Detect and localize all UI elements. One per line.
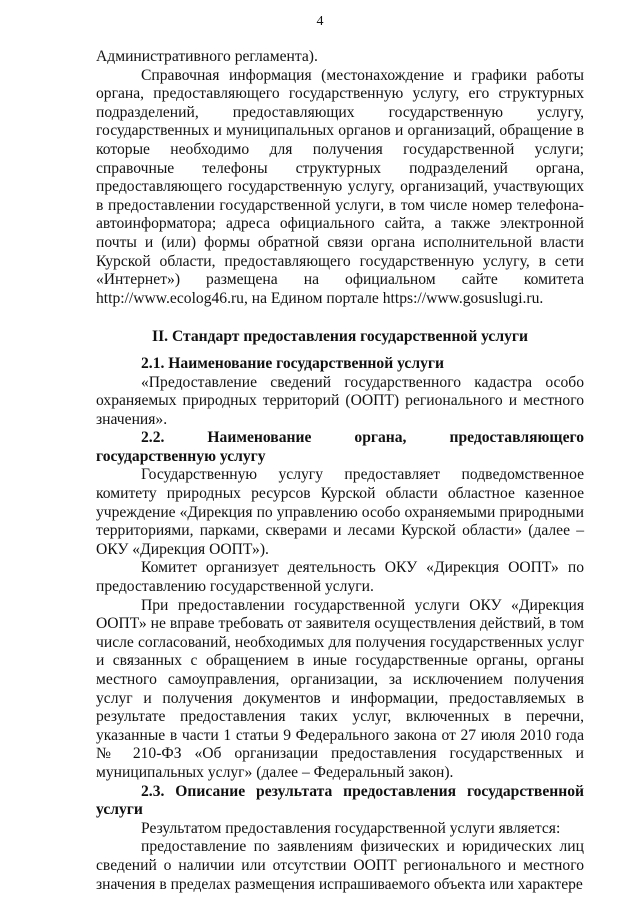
paragraph-result-desc: предоставление по заявлениям физических и юридических лиц сведений о наличии или отсутствии ООПТ регионального и местного значения в пределах размещения испрашиваемого объекта или характере (96, 838, 584, 893)
paragraph-service-name: «Предоставление сведений государственного кадастра особо охраняемых природных территорий (ООПТ) регионального и местного значения». (96, 373, 584, 428)
paragraph-committee: Комитет организует деятельность ОКУ «Дирекция ООПТ» по предоставлению государственной услуги. (96, 559, 584, 596)
chapter-title: II. Стандарт предоставления государственной услуги (152, 328, 528, 346)
paragraph-regulation-tail: Административного регламента). (96, 48, 318, 65)
paragraph-provider: Государственную услугу предоставляет подведомственное комитету природных ресурсов Курской области областное казенное учреждение «Дирекция по управлению особо охраняемыми природными территориями, парками, скверами и лесами Курской области» (далее – ОКУ «Дирекция ООПТ»). (96, 466, 584, 558)
paragraph-reference-info: Справочная информация (местонахождение и графики работы органа, предоставляющего государственную услугу, его структурных подразделений, предоставляющих государственную услугу, государственных и муниципальных органов и организаций, обращение в которые необходимо для получения государственной услуги; справочные телефоны структурных подразделений органа, предоставляющего государственную услугу, организаций, участвующих в предоставлении государственной услуги, в том числе номер телефона-автоинформатора; адреса официального сайта, а также электронной почты и (или) формы обратной связи органа исполнительной власти Курской области, предоставляющего государственную услугу, в сети «Интернет») размещена на официальном сайте комитета http://www.ecolog46.ru, на Едином портале https://www.gosuslugi.ru. (96, 66, 584, 307)
paragraph-result-intro: Результатом предоставления государственной услуги является: (141, 819, 561, 837)
page-number: 4 (316, 14, 324, 29)
section-heading-2-2: 2.2. Наименование органа, предоставляющего государственную услугу (96, 429, 584, 465)
paragraph-restrictions: При предоставлении государственной услуги ОКУ «Дирекция ООПТ» не вправе требовать от заявителя осуществления действий, в том числе согласований, необходимых для получения государственных услуг и связанных с обращением в иные государственные органы, органы местного самоуправления, организации, за исключением получения услуг и получения документов и информации, предоставляемых в результате предоставления таких услуг, включенных в перечни, указанные в части 1 статьи 9 Федерального закона от 27 июля 2010 года № 210-ФЗ «Об организации предоставления государственных и муниципальных услуг» (далее – Федеральный закон). (96, 596, 584, 781)
section-heading-2-1: 2.1. Наименование государственной услуги (141, 354, 444, 372)
document-body (96, 48, 584, 894)
section-heading-2-3: 2.3. Описание результата предоставления государственной услуги (96, 782, 584, 819)
